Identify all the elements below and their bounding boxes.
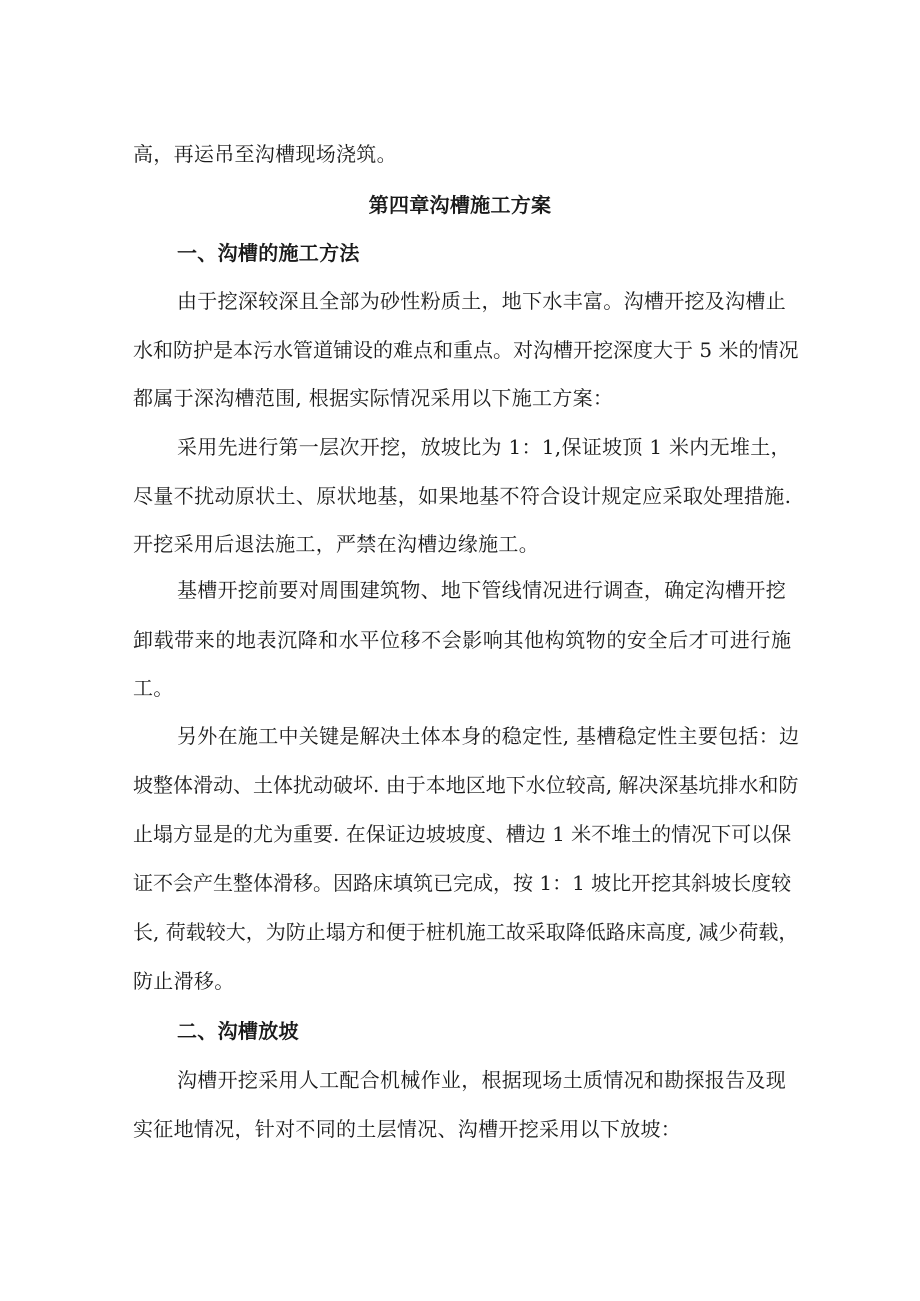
text-line: 另外在施工中关键是解决土体本身的稳定性, 基槽稳定性主要包括：边	[177, 724, 800, 748]
text-line: 采用先进行第一层次开挖，放坡比为 1：1,保证坡顶 1 米内无堆土，	[177, 435, 791, 459]
text-line: 尽量不扰动原状土、原状地基，如果地基不符合设计规定应采取处理措施.	[133, 484, 791, 508]
text-line: 止塌方显是的尤为重要. 在保证边坡坡度、槽边 1 米不堆土的情况下可以保	[133, 822, 792, 846]
text-line: 水和防护是本污水管道铺设的难点和重点。对沟槽开挖深度大于 5 米的情况	[133, 338, 799, 362]
text-line: 防止滑移。	[133, 969, 235, 993]
text-line: 长, 荷载较大，为防止塌方和便于桩机施工故采取降低路床高度, 减少荷载，	[133, 920, 799, 944]
intro-line: 高，再运吊至沟槽现场浇筑。	[133, 142, 397, 166]
text-line: 由于挖深较深且全部为砂性粉质土，地下水丰富。沟槽开挖及沟槽止	[177, 289, 786, 313]
text-line: 沟槽开挖采用人工配合机械作业，根据现场土质情况和勘探报告及现	[177, 1068, 786, 1092]
text-line: 实征地情况，针对不同的土层情况、沟槽开挖采用以下放坡：	[133, 1117, 682, 1141]
text-line: 开挖采用后退法施工，严禁在沟槽边缘施工。	[133, 532, 539, 556]
text-line: 基槽开挖前要对周围建筑物、地下管线情况进行调查，确定沟槽开挖	[177, 578, 786, 602]
text-line: 坡整体滑动、土体扰动破坏. 由于本地区地下水位较高, 解决深基坑排水和防	[133, 773, 799, 797]
text-line: 证不会产生整体滑移。因路床填筑已完成，按 1：1 坡比开挖其斜坡长度较	[133, 871, 792, 895]
chapter-title: 第四章沟槽施工方案	[368, 193, 552, 217]
text-line: 都属于深沟槽范围, 根据实际情况采用以下施工方案：	[133, 386, 614, 410]
text-line: 工。	[133, 676, 174, 700]
section-heading-1: 一、沟槽的施工方法	[177, 241, 360, 265]
section-heading-2: 二、沟槽放坡	[177, 1019, 299, 1043]
text-line: 卸载带来的地表沉降和水平位移不会影响其他构筑物的安全后才可进行施	[133, 628, 791, 652]
